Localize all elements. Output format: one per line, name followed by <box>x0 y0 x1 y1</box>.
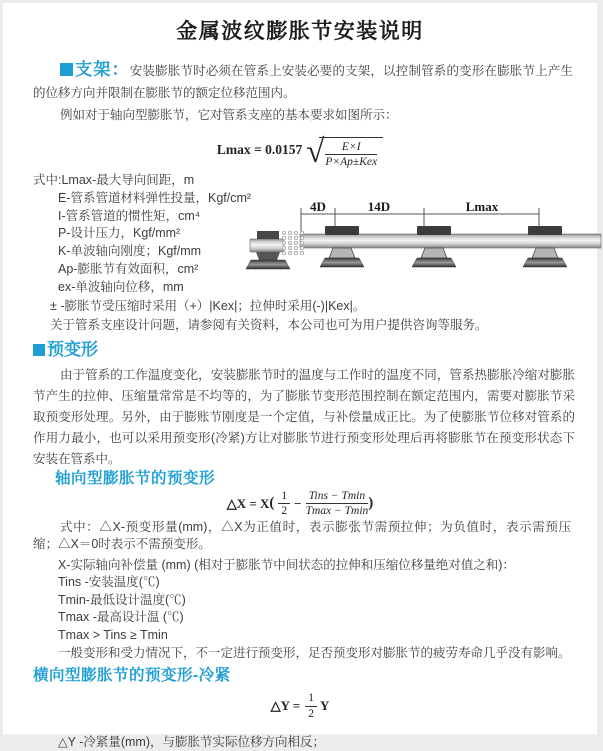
list-item: Tins -安装温度(℃) <box>58 575 160 590</box>
definition-line: P-设计压力，Kgf/mm² <box>58 226 181 241</box>
predeform-paragraph: 由于管系的工作温度变化，安装膨胀节时的温度与工作时的温度不同，管系热膨胀冷缩对膨胀节产生的拉伸、压缩量常常是不均等的，为了膨胀节变形范围控制在额定范围内，需要对膨胀节采取预变形处理。另外，由于膨账节刚度是一个定值，与补偿量成正比。为了使膨胀节位移对管系的作用力最小，也可以采用预变形(冷紧)方让对膨胀节进行预变形处理后再将膨胀节在预变形状态下安装在管系中。 <box>33 367 575 466</box>
lmax-formula <box>3 130 597 170</box>
lateral-subheading: 横向型膨胀节的预变形-冷紧 <box>33 667 231 685</box>
axial-formula: △X = X ( $\frac{1}{2}$ − $\frac{\text{Tins − Tmin}}{Tmax - Tmin}$ ) <box>226 489 374 518</box>
half-denominator: 2 <box>281 505 288 518</box>
lateral-formula-rhs: Y <box>319 698 330 714</box>
axial-explain-paragraph: 式中：△X-预变形量(mm)，△X为正值时，表示膨张节需预拉伸；为负值时，表示需预压缩；△X＝0时表示不需预变形。 <box>33 519 571 552</box>
plus-minus-note: ± -膨胀节受压缩时采用（+）|Kex|；拉伸时采用(-)|Kex|。 <box>50 298 366 313</box>
definition-line: ex-单波轴向位移，mm <box>58 279 184 294</box>
list-item: Tmin-最低设计温度(℃) <box>58 592 186 607</box>
square-root-icon: √ $\frac{E\times I}{\text{P×Ap±Kex}}$ <box>306 134 383 167</box>
lmax-formula-lhs: Lmax = 0.0157 <box>216 142 303 157</box>
pipe-support-diagram <box>248 200 603 292</box>
predeform-heading-label: 预变形 <box>47 339 98 359</box>
support-intro-text: 安装膨胀节时必须在管系上安装必要的支架，以控制管系的变形在膨胀节上产生的位移方向并限制在膨胀节的额定位移范围内。 <box>33 64 573 100</box>
page-title: 金属波纹膨胀节安装说明 <box>176 20 424 43</box>
lmax-formula-numerator: E×I <box>325 140 377 155</box>
definition-line: I-管系管道的惯性矩，cm⁴ <box>58 208 201 223</box>
temp-denominator: Tmax − Tmin <box>305 505 369 518</box>
definition-line: Ap-膨胀节有效面积，cm² <box>58 261 199 276</box>
symbol-definitions-block <box>33 172 597 335</box>
list-item: 一般变形和受力情况下，不一定进行预变形，足否预变形对膨胀节的疲劳寿命几乎没有影响。 <box>58 645 571 660</box>
support-heading-label: 支架： <box>75 60 130 79</box>
blue-square-bullet-icon <box>33 344 45 356</box>
axial-definitions-list <box>58 557 573 663</box>
pipe <box>300 234 601 248</box>
document-page <box>3 3 597 750</box>
dim-label-14d: 14D <box>367 199 391 214</box>
definition-line: K-单波轴向刚度；Kgf/mm <box>58 244 202 259</box>
blue-square-bullet-icon <box>60 63 73 76</box>
dim-label-lmax: Lmax <box>465 199 499 214</box>
axial-subheading: 轴向型膨胀节的预变形 <box>55 469 216 487</box>
support-example-line: 例如对于轴向型膨胀节，它对管系支座的基本要求如图所示： <box>60 108 398 122</box>
lmax-formula-denominator: P×Ap±Kex <box>325 156 378 168</box>
lateral-note-line: △Y -冷紧量(mm)，与膨胀节实际位移方向相反； <box>58 735 326 750</box>
list-item: Tmax -最高设计温 (℃) <box>58 610 184 625</box>
predeform-section-heading <box>33 339 567 361</box>
pipe-stub <box>250 239 284 252</box>
definition-line: E-管系管道材料弹性投量，Kgf/cm² <box>58 190 252 205</box>
list-item: Tmax > Tins ≥ Tmin <box>58 627 168 642</box>
support-section-heading <box>60 60 130 79</box>
lateral-formula: △Y = $\frac{1}{2}$ Y <box>270 692 330 720</box>
dim-label-4d: 4D <box>310 199 326 214</box>
list-item: X-实际轴向补偿量 (mm) (相对于膨胀节中间状态的拉伸和压缩位移量绝对值之和)： <box>58 557 515 572</box>
half-numerator: 1 <box>278 489 290 504</box>
support-intro-paragraph <box>33 59 573 104</box>
definition-line: 式中:Lmax-最大导向间距，m <box>33 173 195 187</box>
axial-formula-lhs: △X = X <box>226 495 270 511</box>
service-note: 关于管系支座设计问题，请参阅有关资料，本公司也可为用户提供咨询等服务。 <box>50 317 488 332</box>
lateral-formula-lhs: △Y = <box>270 698 301 714</box>
temp-numerator: Tins − Tmin <box>306 489 369 504</box>
